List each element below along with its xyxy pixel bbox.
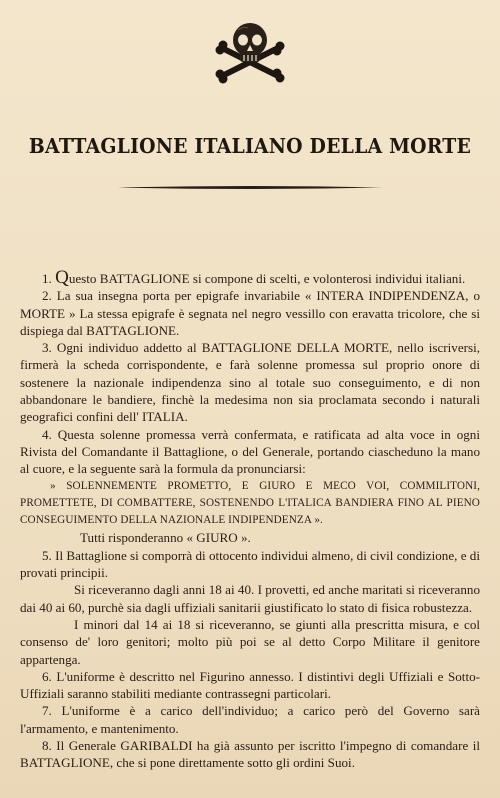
oath-response: Tutti risponderanno « GIURO ». <box>80 530 251 546</box>
article-3: 3. Ogni individuo addetto al BATTAGLIONE DELLA MORTE, nello iscriversi, firmerà la scheda corrispondente, e farà solenne promessa sul proprio onore di sostenere la nazionale indipendenza sino al totale suo conseguimento, e di non abbandonare le bandiere, finchè la medesima non sia proclamata secondo i naturali geografici confini dell' ITALIA. <box>20 340 480 425</box>
article-5-ages: Si riceveranno dagli anni 18 ai 40. I provetti, ed anche maritati si riceveranno dai 40 ai 60, purchè sia dagli uffiziali sanitarii giustificato lo stato di fisica robustezza. <box>20 582 480 615</box>
article-5-minors: I minori dal 14 ai 18 si riceveranno, se giunti alla prescritta misura, e col consenso de' loro genitori; molto più poi se al detto Corpo Militare il genitore appartenga. <box>20 616 480 667</box>
article-6: 6. L'uniforme è descritto nel Figurino annesso. I distintivi degli Uffiziali e Sotto-Uffiziali saranno stabiliti mediante contrassegni particolari. <box>20 668 480 702</box>
article-2: 2. La sua insegna porta per epigrafe invariabile « INTERA INDIPENDENZA, o MORTE » La stessa epigrafe è segnata nel negro vessillo con eravatta tricolore, che si dispiega dal BATTAGLIONE. <box>20 288 480 338</box>
document-body <box>20 267 480 772</box>
skull-crossbones-icon <box>214 18 286 84</box>
article-4: 4. Questa solenne promessa verrà confermata, e ratificata ad alta voce in ogni Rivista del Comandante il Battaglione, o del Generale, portando ciascheduno la mano al cuore, e la seguente sarà la formula da pronunciarsi: <box>20 426 480 477</box>
article-8: 8. Il Generale GARIBALDI ha già assunto per iscritto l'impegno di comandare il BATTAGLIONE, che si pone direttamente sotto gli ordini Suoi. <box>20 738 480 771</box>
oath-formula: » SOLENNEMENTE PROMETTO, E GIURO E MECO VOI, COMMILITONI, PROMETTETE, DI COMBATTERE, SOSTENENDO L'ITALICA BANDIERA FINO AL PIENO CONSEGUIMENTO DELLA NAZIONALE INDIPENDENZA ». <box>20 479 480 527</box>
article-5: 5. Il Battaglione si comporrà di ottocento individui almeno, di civil condizione, e di provati principii. <box>20 547 480 581</box>
title-divider <box>118 185 382 190</box>
article-7: 7. L'uniforme è a carico dell'individuo; a carico però del Governo sarà l'armamento, e mantenimento. <box>20 703 480 736</box>
article-1: 1. Questo BATTAGLIONE si compone di scelti, e volonterosi individui italiani. <box>42 267 466 288</box>
document-title: BATTAGLIONE ITALIANO DELLA MORTE <box>28 134 472 158</box>
